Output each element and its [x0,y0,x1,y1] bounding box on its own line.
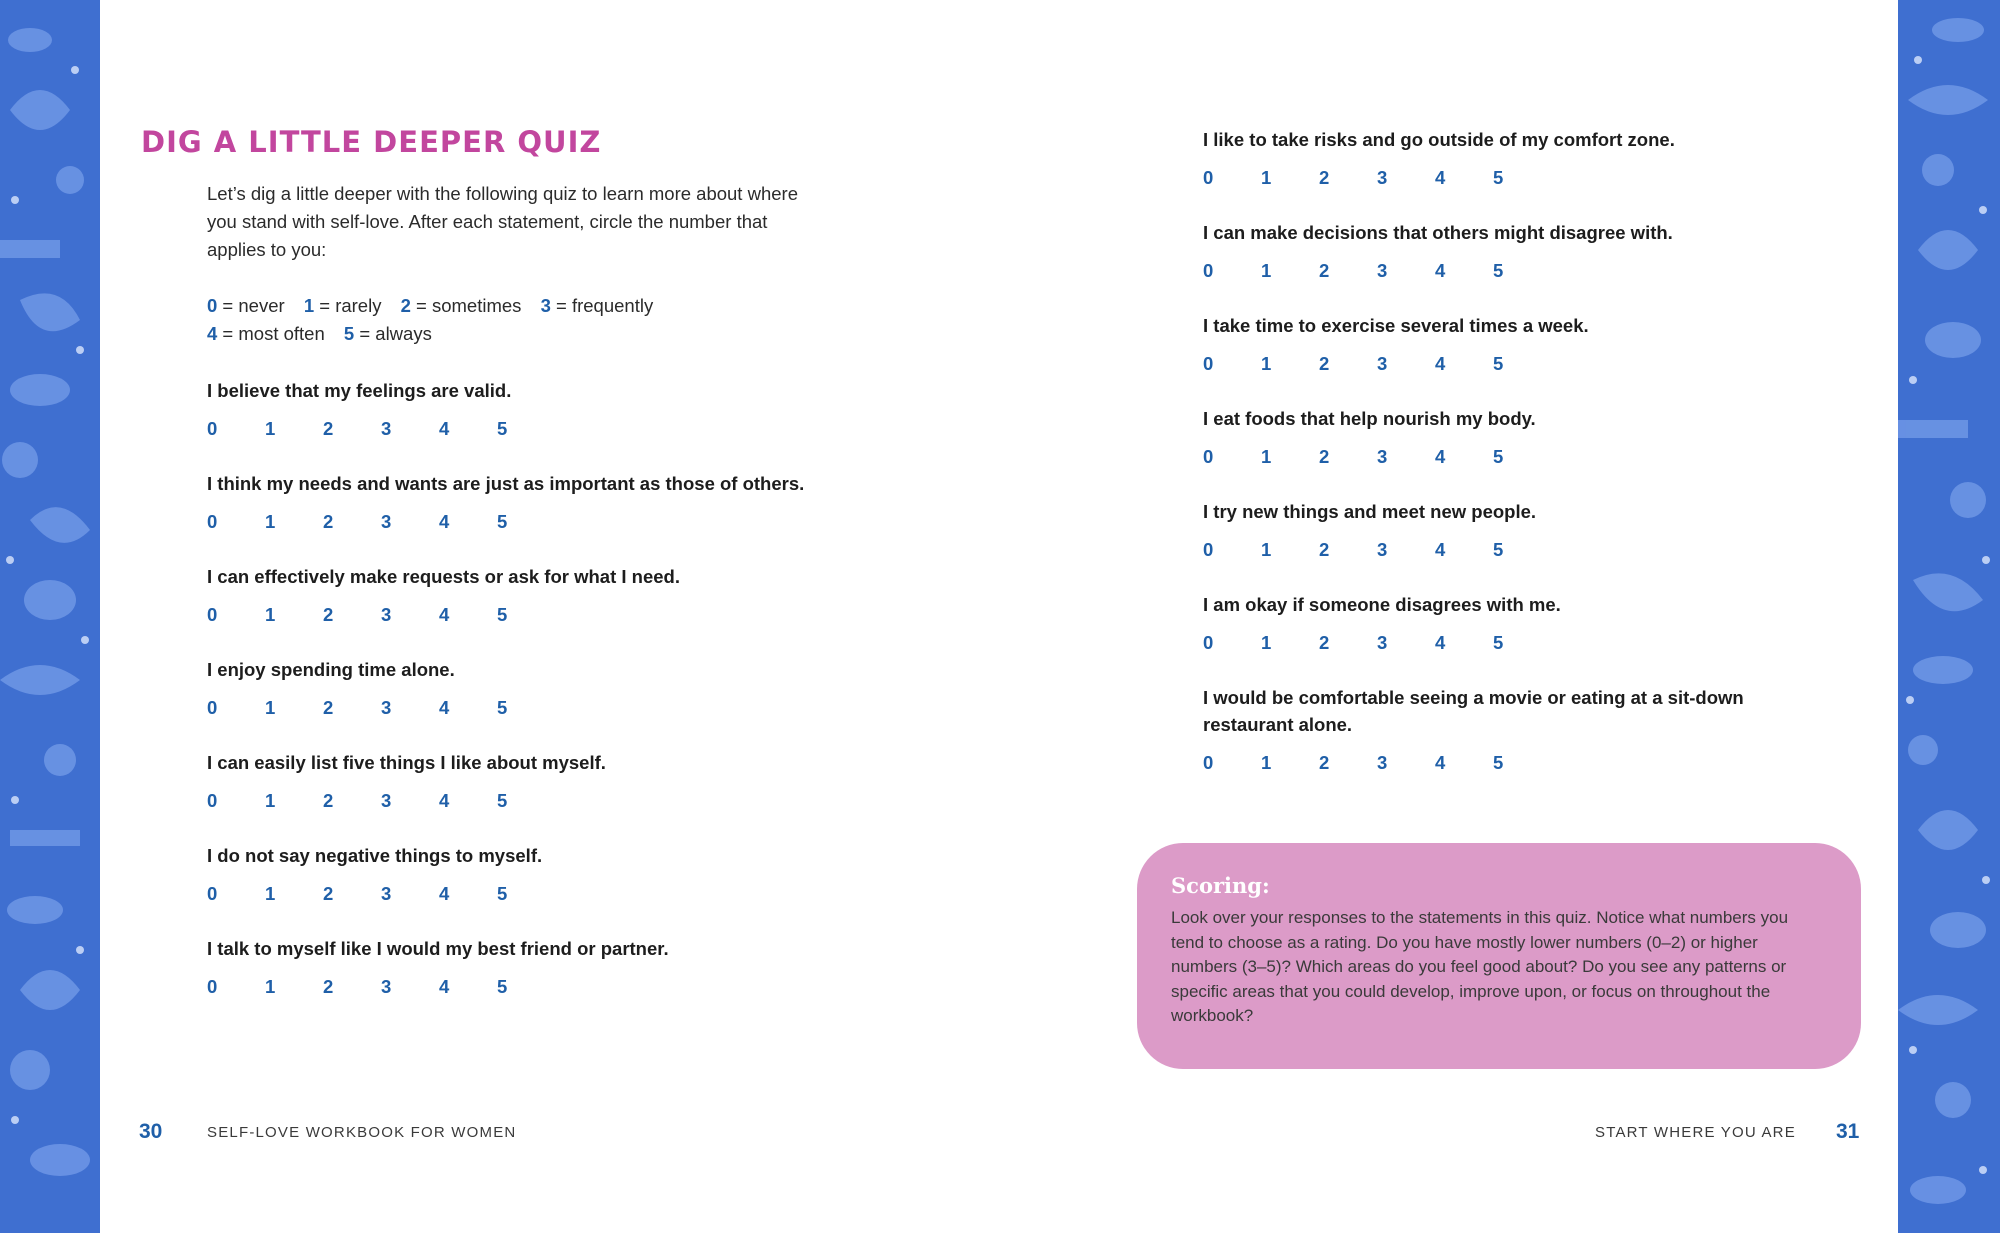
rating-option[interactable]: 1 [265,883,276,904]
question-statement: I can make decisions that others might disagree with. [1203,222,1673,243]
rating-option[interactable]: 5 [1493,446,1504,467]
rating-scale [1203,353,1843,375]
rating-option[interactable]: 1 [1261,353,1272,374]
legend-item: 5 = always [343,323,432,344]
rating-option[interactable]: 0 [207,604,218,625]
rating-scale [207,604,847,626]
rating-scale [207,511,847,533]
quiz-question [1203,405,1843,468]
rating-option[interactable]: 3 [381,511,392,532]
rating-option[interactable]: 2 [323,697,334,718]
rating-option[interactable]: 1 [265,604,276,625]
running-footer-left: SELF-LOVE WORKBOOK FOR WOMEN [207,1124,517,1141]
scoring-heading: Scoring: [1171,873,1270,898]
rating-scale [207,883,847,905]
rating-option[interactable]: 3 [381,418,392,439]
rating-option[interactable]: 5 [1493,539,1504,560]
question-statement: I can easily list five things I like about myself. [207,752,606,773]
rating-option[interactable]: 4 [439,604,450,625]
rating-scale [1203,539,1843,561]
rating-option[interactable]: 2 [1319,632,1330,653]
rating-option[interactable]: 5 [497,418,508,439]
page-number-left: 30 [139,1120,163,1143]
rating-option[interactable]: 5 [1493,260,1504,281]
legend-item: 3 = frequently [540,295,654,316]
rating-option[interactable]: 3 [1377,632,1388,653]
rating-option[interactable]: 0 [207,790,218,811]
rating-scale [207,976,847,998]
rating-scale [1203,260,1843,282]
rating-option[interactable]: 2 [323,976,334,997]
rating-option[interactable]: 3 [1377,167,1388,188]
rating-option[interactable]: 4 [439,418,450,439]
rating-option[interactable]: 1 [265,697,276,718]
question-statement: I would be comfortable seeing a movie or eating at a sit-down restaurant alone. [1203,687,1744,735]
rating-option[interactable]: 2 [323,418,334,439]
quiz-question [207,842,847,905]
quiz-question [1203,684,1763,774]
rating-option[interactable]: 3 [1377,539,1388,560]
rating-option[interactable]: 5 [1493,752,1504,773]
legend-item: 1 = rarely [303,295,382,316]
rating-option[interactable]: 1 [1261,167,1272,188]
rating-scale [1203,167,1843,189]
page-title: DIG A LITTLE DEEPER QUIZ [141,125,602,159]
rating-scale [207,697,847,719]
scoring-box [1137,843,1861,1069]
leaf-pattern-icon [0,0,100,1233]
leaf-pattern-icon [1898,0,2000,1233]
rating-option[interactable]: 0 [207,697,218,718]
question-statement: I can effectively make requests or ask for what I need. [207,566,680,587]
rating-option[interactable]: 1 [1261,446,1272,467]
rating-option[interactable]: 2 [1319,539,1330,560]
rating-option[interactable]: 1 [265,511,276,532]
rating-option[interactable]: 0 [207,976,218,997]
rating-option[interactable]: 5 [497,883,508,904]
rating-option[interactable]: 2 [323,604,334,625]
rating-option[interactable]: 1 [1261,752,1272,773]
rating-option[interactable]: 3 [1377,446,1388,467]
rating-option[interactable]: 3 [381,790,392,811]
rating-option[interactable]: 2 [323,883,334,904]
rating-option[interactable]: 1 [265,790,276,811]
rating-scale [1203,632,1843,654]
rating-option[interactable]: 4 [1435,260,1446,281]
rating-option[interactable]: 0 [1203,353,1214,374]
rating-option[interactable]: 0 [1203,260,1214,281]
quiz-question [1203,498,1843,561]
quiz-question [207,377,847,440]
legend-item: 2 = sometimes [400,295,522,316]
rating-option[interactable]: 3 [381,883,392,904]
question-statement: I talk to myself like I would my best friend or partner. [207,938,669,959]
rating-option[interactable]: 3 [1377,752,1388,773]
rating-option[interactable]: 5 [497,697,508,718]
intro-paragraph: Let’s dig a little deeper with the following quiz to learn more about where you stand with self-love. After each statement, circle the number that applies to you: [207,183,798,260]
rating-option[interactable]: 5 [497,790,508,811]
rating-option[interactable]: 5 [1493,353,1504,374]
rating-scale [1203,446,1843,468]
question-statement: I try new things and meet new people. [1203,501,1537,522]
rating-option[interactable]: 3 [1377,353,1388,374]
rating-option[interactable]: 0 [207,511,218,532]
rating-option[interactable]: 1 [265,418,276,439]
rating-option[interactable]: 4 [1435,539,1446,560]
question-statement: I do not say negative things to myself. [207,845,543,866]
rating-option[interactable]: 5 [1493,632,1504,653]
rating-option[interactable]: 4 [439,883,450,904]
legend-item: 0 = never [207,295,285,316]
quiz-question [207,749,847,812]
rating-option[interactable]: 2 [1319,167,1330,188]
rating-option[interactable]: 4 [1435,446,1446,467]
rating-option[interactable]: 5 [1493,167,1504,188]
rating-option[interactable]: 4 [1435,632,1446,653]
rating-option[interactable]: 3 [1377,260,1388,281]
quiz-question [207,470,847,533]
quiz-question [1203,312,1843,375]
rating-option[interactable]: 5 [497,976,508,997]
rating-option[interactable]: 1 [1261,260,1272,281]
rating-option[interactable]: 4 [1435,752,1446,773]
rating-option[interactable]: 3 [381,604,392,625]
question-statement: I believe that my feelings are valid. [207,380,512,401]
rating-option[interactable]: 1 [1261,539,1272,560]
rating-option[interactable]: 4 [439,511,450,532]
question-statement: I take time to exercise several times a week. [1203,315,1589,336]
rating-option[interactable]: 0 [1203,539,1214,560]
scoring-body: Look over your responses to the statements in this quiz. Notice what numbers you tend to choose as a rating. Do you have mostly lower numbers (0–2) or higher numbers (3–5)? Which areas do you feel good about? Do you see any patterns or specific areas that you could develop, improve upon, or focus on throughout the workbook? [1171,908,1789,1025]
rating-option[interactable]: 4 [439,697,450,718]
rating-option[interactable]: 0 [1203,752,1214,773]
rating-option[interactable]: 2 [1319,260,1330,281]
question-statement: I eat foods that help nourish my body. [1203,408,1536,429]
question-statement: I am okay if someone disagrees with me. [1203,594,1561,615]
running-footer-right: START WHERE YOU ARE [1595,1124,1796,1141]
rating-option[interactable]: 0 [207,418,218,439]
rating-option[interactable]: 4 [439,976,450,997]
rating-scale [1203,752,1763,774]
rating-option[interactable]: 0 [1203,632,1214,653]
rating-option[interactable]: 2 [323,511,334,532]
rating-option[interactable]: 2 [1319,446,1330,467]
rating-option[interactable]: 2 [1319,353,1330,374]
rating-option[interactable]: 1 [1261,632,1272,653]
page-number-right: 31 [1836,1120,1860,1143]
rating-option[interactable]: 0 [1203,167,1214,188]
rating-legend [207,292,807,348]
rating-option[interactable]: 5 [497,511,508,532]
quiz-question [1203,219,1843,282]
rating-option[interactable]: 4 [1435,167,1446,188]
rating-option[interactable]: 2 [323,790,334,811]
quiz-question [207,563,847,626]
quiz-question [207,935,847,998]
rating-option[interactable]: 4 [1435,353,1446,374]
right-decorative-band [1898,0,2000,1233]
quiz-question [1203,126,1843,189]
left-decorative-band [0,0,100,1233]
rating-option[interactable]: 4 [439,790,450,811]
question-statement: I think my needs and wants are just as important as those of others. [207,473,805,494]
legend-item: 4 = most often [207,323,325,344]
quiz-question [207,656,847,719]
rating-scale [207,418,847,440]
rating-option[interactable]: 3 [381,697,392,718]
rating-option[interactable]: 5 [497,604,508,625]
rating-option[interactable]: 2 [1319,752,1330,773]
rating-option[interactable]: 0 [1203,446,1214,467]
quiz-question [1203,591,1843,654]
rating-scale [207,790,847,812]
question-statement: I enjoy spending time alone. [207,659,455,680]
rating-option[interactable]: 0 [207,883,218,904]
question-statement: I like to take risks and go outside of my comfort zone. [1203,129,1675,150]
rating-option[interactable]: 3 [381,976,392,997]
rating-option[interactable]: 1 [265,976,276,997]
